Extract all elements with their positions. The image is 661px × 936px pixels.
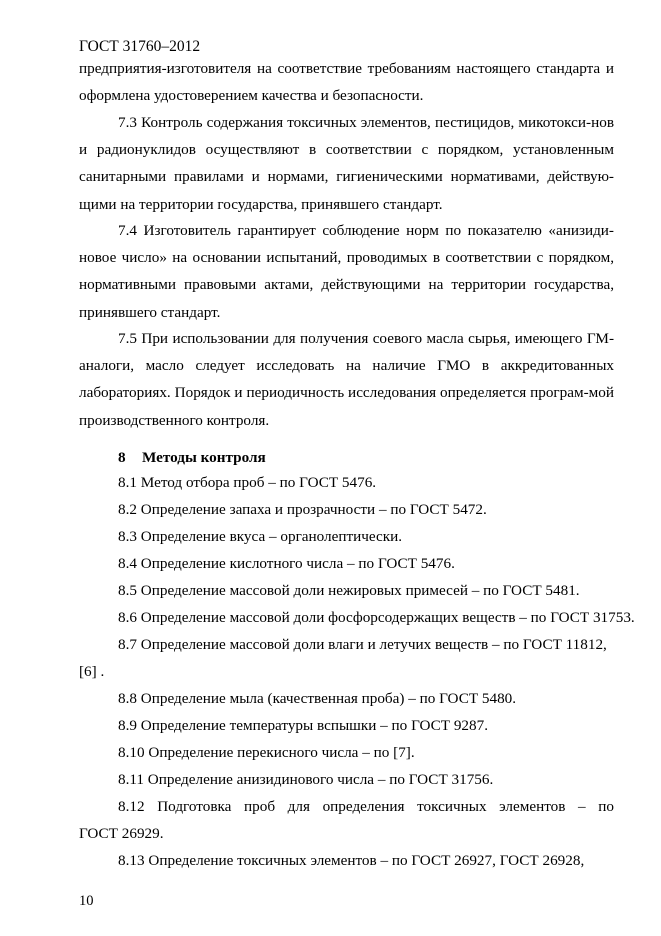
section-heading xyxy=(118,449,266,467)
method-item-8-12: 8.12 Подготовка проб для определения токсичных элементов – по xyxy=(118,798,614,815)
method-item-8-6: 8.6 Определение массовой доли фосфорсодержащих веществ – по ГОСТ 31753. xyxy=(118,609,635,626)
paragraph-7-3: 7.3 Контроль содержания токсичных элементов, пестицидов, микотокси-нов и радионуклидов осуществляют в соответствии с порядком, установленным санитарными правилами и нормами, гигиеническими нормативами, действую-щими на территории государства, принявшего стандарт. xyxy=(79,114,614,213)
method-item-8-5: 8.5 Определение массовой доли нежировых примесей – по ГОСТ 5481. xyxy=(118,582,580,599)
method-item-8-7-continuation: [6] . xyxy=(79,663,105,680)
method-item-8-12-continuation: ГОСТ 26929. xyxy=(79,825,164,842)
method-item-8-10: 8.10 Определение перекисного числа – по [7]. xyxy=(118,744,415,761)
section-title: Методы контроля xyxy=(142,449,266,466)
document-header: ГОСТ 31760–2012 xyxy=(79,38,201,55)
section-number: 8 xyxy=(118,449,126,466)
method-item-8-11: 8.11 Определение анизидинового числа – по ГОСТ 31756. xyxy=(118,771,494,788)
method-item-8-4: 8.4 Определение кислотного числа – по ГОСТ 5476. xyxy=(118,555,455,572)
method-item-8-3: 8.3 Определение вкуса – органолептически. xyxy=(118,528,403,545)
method-item-8-8: 8.8 Определение мыла (качественная проба) – по ГОСТ 5480. xyxy=(118,690,517,707)
paragraph-7-5: 7.5 При использовании для получения соевого масла сырья, имеющего ГМ-аналоги, масло следует исследовать на наличие ГМО в аккредитованных лабораториях. Порядок и периодичность исследования определяется програм-мой производственного контроля. xyxy=(79,330,614,429)
method-item-8-13: 8.13 Определение токсичных элементов – по ГОСТ 26927, ГОСТ 26928, xyxy=(118,852,585,869)
method-item-8-9: 8.9 Определение температуры вспышки – по ГОСТ 9287. xyxy=(118,717,489,734)
page-number: 10 xyxy=(79,893,94,909)
method-item-8-2: 8.2 Определение запаха и прозрачности – по ГОСТ 5472. xyxy=(118,501,487,518)
paragraph-continuation: предприятия-изготовителя на соответствие требованиям настоящего стандарта и оформлена удостоверением качества и безопасности. xyxy=(79,60,614,105)
paragraph-7-4: 7.4 Изготовитель гарантирует соблюдение норм по показателю «анизиди-новое число» на основании испытаний, проводимых в соответствии с порядком, нормативными правовыми актами, действующими на территории государства, принявшего стандарт. xyxy=(79,222,614,321)
method-item-8-7: 8.7 Определение массовой доли влаги и летучих веществ – по ГОСТ 11812, xyxy=(118,636,607,653)
method-item-8-1: 8.1 Метод отбора проб – по ГОСТ 5476. xyxy=(118,474,377,491)
